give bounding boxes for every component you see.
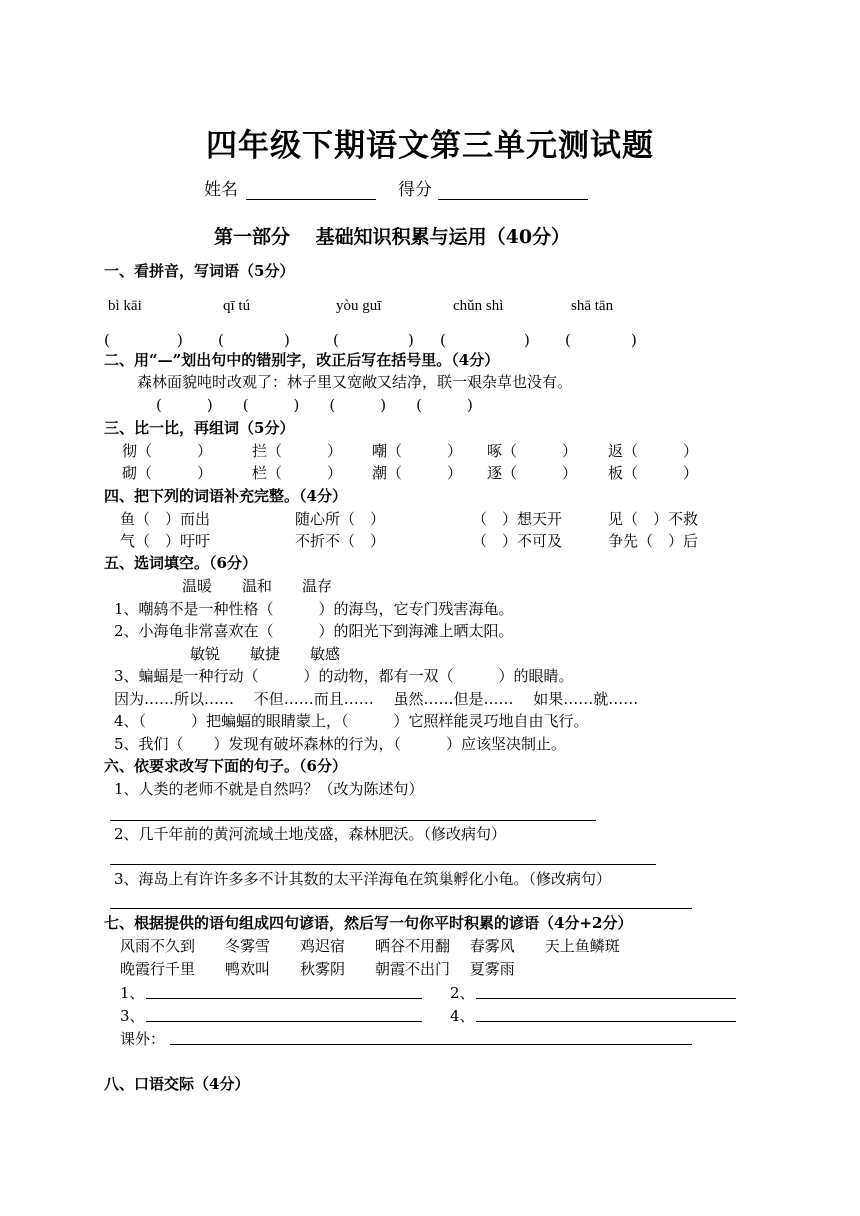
q6-answer-line-3[interactable] [110,908,692,909]
q6-sentence-3: 3、海岛上有许许多多不计其数的太平洋海龟在筑巢孵化小龟。（修改病句） [114,870,612,888]
q1-pinyin-4: chǔn shì [453,298,504,314]
q4-r2-2: 不折不（ ） [295,532,386,550]
q1-bracket-close-5: ) [631,331,637,349]
q6-answer-line-2[interactable] [110,864,656,865]
q4-r1-1: 鱼（ ）而出 [120,510,211,528]
part-one-heading: 第一部分 基础知识积累与运用（40分） [214,226,571,248]
q5-heading: 五、选词填空。（6分） [104,554,257,572]
q4-r1-3: （ ）想天开 [472,510,563,528]
q7-proverb-row-2: 晚霞行千里 鸭欢叫 秋雾阴 朝霞不出门 夏雾雨 [120,960,515,978]
q1-bracket-open-4: ( [440,331,446,349]
q5-sentence-5: 5、我们（ ）发现有破坏森林的行为，（ ）应该坚决制止。 [114,735,567,753]
q7-answer-line-1[interactable] [146,998,422,999]
q7-num-3: 3、 [120,1007,145,1025]
q1-bracket-open-3: ( [333,331,339,349]
q3-r2-4: 逐（ ） [487,464,578,482]
q7-extra-label: 课外： [120,1030,166,1048]
q5-sentence-3: 3、蝙蝠是一种行动（ ）的动物，都有一双（ ）的眼睛。 [114,667,574,685]
q8-heading: 八、口语交际（4分） [104,1075,250,1093]
q3-r2-5: 板（ ） [608,464,699,482]
q7-answer-line-4[interactable] [476,1021,736,1022]
q3-r1-1: 彻（ ） [122,442,213,460]
q7-answer-line-2[interactable] [476,998,736,999]
score-blank[interactable] [438,199,588,200]
q3-r1-4: 啄（ ） [487,442,578,460]
q6-sentence-1: 1、人类的老师不就是自然吗？（改为陈述句） [114,780,424,798]
q1-bracket-open-2: ( [218,331,224,349]
q5-words-3: 因为……所以…… 不但……而且…… 虽然……但是…… 如果……就…… [114,690,639,708]
q1-pinyin-1: bì kāi [108,298,142,314]
q3-r2-2: 栏（ ） [252,464,343,482]
q2-brackets: ( ) ( ) ( ) ( ) [156,396,473,414]
q2-sentence: 森林面貌吨时改观了：林子里又宽敞又结净，联一艰杂草也没有。 [137,373,573,391]
q3-r2-3: 潮（ ） [372,464,463,482]
q4-r1-4: 见（ ）不救 [608,510,699,528]
q3-r1-3: 嘲（ ） [372,442,463,460]
q1-heading: 一、看拼音，写词语（5分） [104,262,295,280]
q4-r2-3: （ ）不可及 [472,532,563,550]
q1-bracket-close-4: ) [524,331,530,349]
page-title: 四年级下期语文第三单元测试题 [206,128,654,164]
q2-heading: 二、用“—”划出句中的错别字，改正后写在括号里。（4分） [104,351,500,369]
q3-heading: 三、比一比，再组词（5分） [104,419,295,437]
q7-answer-line-3[interactable] [146,1021,422,1022]
q6-heading: 六、依要求改写下面的句子。（6分） [104,757,347,775]
q6-answer-line-1[interactable] [110,820,596,821]
q1-pinyin-3: yòu guī [336,298,382,314]
q7-num-2: 2、 [450,984,475,1002]
q5-sentence-1: 1、嘲鸫不是一种性格（ ）的海鸟，它专门残害海龟。 [114,600,514,618]
q4-r2-4: 争先（ ）后 [608,532,699,550]
q5-words-1: 温暖 温和 温存 [182,577,333,595]
q4-r2-1: 气（ ）吁吁 [120,532,211,550]
q7-num-1: 1、 [120,984,145,1002]
q7-num-4: 4、 [450,1007,475,1025]
q7-extra-line[interactable] [170,1044,692,1045]
q7-heading: 七、根据提供的语句组成四句谚语，然后写一句你平时积累的谚语（4分+2分） [104,914,633,932]
q1-pinyin-2: qī tú [223,298,251,314]
q1-bracket-close-2: ) [284,331,290,349]
q1-bracket-close-1: ) [177,331,183,349]
q3-r1-2: 拦（ ） [252,442,343,460]
score-label: 得分 [398,180,432,200]
q1-bracket-open-1: ( [104,331,110,349]
q4-heading: 四、把下列的词语补充完整。（4分） [104,487,347,505]
q3-r2-1: 砌（ ） [122,464,213,482]
q6-sentence-2: 2、几千年前的黄河流域土地茂盛，森林肥沃。（修改病句） [114,825,507,843]
q1-pinyin-5: shā tān [571,298,614,314]
q5-words-2: 敏锐 敏捷 敏感 [190,645,341,663]
q5-sentence-4: 4、（ ）把蝙蝠的眼睛蒙上，（ ）它照样能灵巧地自由飞行。 [114,712,589,730]
q7-proverb-row-1: 风雨不久到 冬雾雪 鸡迟宿 晒谷不用翻 春雾风 天上鱼鳞斑 [120,937,620,955]
q1-bracket-open-5: ( [565,331,571,349]
name-blank[interactable] [246,199,376,200]
q4-r1-2: 随心所（ ） [295,510,386,528]
q3-r1-5: 返（ ） [608,442,699,460]
q1-bracket-close-3: ) [408,331,414,349]
name-label: 姓名 [204,180,238,200]
q5-sentence-2: 2、小海龟非常喜欢在（ ）的阳光下到海滩上晒太阳。 [114,622,514,640]
